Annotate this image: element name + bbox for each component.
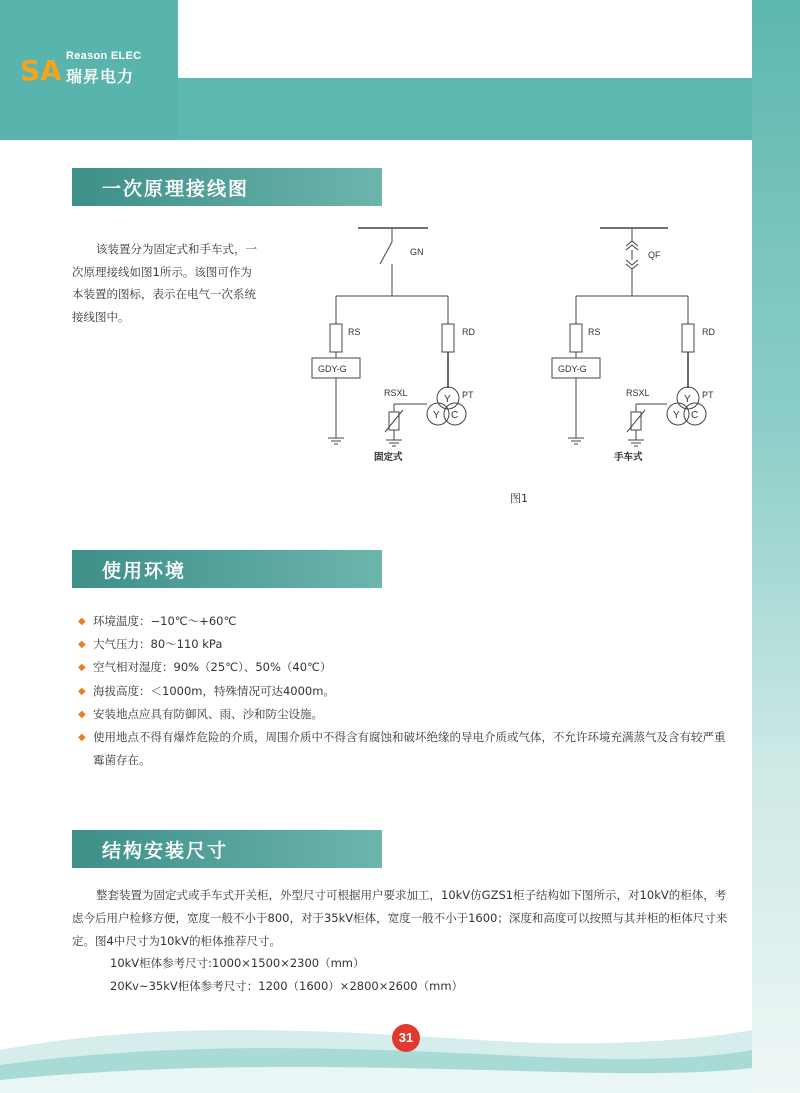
svg-text:C: C (451, 410, 459, 421)
page-number-badge: 31 (392, 1024, 420, 1052)
environment-list (78, 610, 728, 772)
right-decor-strip (752, 0, 800, 1093)
svg-text:C: C (691, 410, 699, 421)
label-gdy: GDY-G (558, 364, 587, 374)
svg-text:Y: Y (433, 410, 440, 421)
diagram-withdrawable (552, 228, 715, 463)
intro-paragraph (72, 238, 282, 328)
svg-text:Y: Y (444, 394, 451, 405)
diamond-bullet-icon: ◆ (78, 708, 86, 720)
label-qf: QF (648, 250, 661, 260)
brand-logo (20, 50, 170, 86)
intro-line: 该装置分为固定式和手车式，一 (96, 242, 257, 256)
dimension-35kv: 20Kv~35kV柜体参考尺寸：1200（1600）×2800×2600（mm） (110, 979, 464, 993)
caption-withdrawable: 手车式 (614, 452, 643, 463)
brand-name-cn: 瑞昇电力 (66, 67, 135, 86)
wiring-diagram (300, 220, 720, 520)
list-item: ◆ 安装地点应具有防御风、雨、沙和防尘设施。 (78, 703, 728, 726)
section-header-structure (72, 830, 382, 868)
svg-text:Y: Y (684, 394, 691, 405)
logo-mark: SA (20, 54, 62, 87)
list-item: ◆ 使用地点不得有爆炸危险的介质，周围介质中不得含有腐蚀和破坏绝缘的导电介质或气体，不允许环境充满蒸气及含有较严重霉菌存在。 (78, 726, 728, 772)
figure-caption: 图1 (510, 492, 528, 505)
list-item: ◆ 环境温度：−10℃～+60℃ (78, 610, 728, 633)
dimension-10kv: 10kV柜体参考尺寸:1000×1500×2300（mm） (110, 956, 365, 970)
intro-line: 接线图中。 (72, 309, 130, 324)
diamond-bullet-icon: ◆ (78, 639, 86, 651)
footer-wave-decor (0, 1010, 752, 1093)
diamond-bullet-icon: ◆ (78, 685, 86, 697)
svg-text:Y: Y (673, 410, 680, 421)
label-rd: RD (702, 327, 715, 337)
intro-line: 本装置的图标，表示在电气一次系统 (72, 287, 256, 301)
label-pt: PT (462, 390, 474, 400)
label-rsxl: RSXL (384, 388, 408, 398)
list-item: ◆ 大气压力：80～110 kPa (78, 633, 728, 656)
list-item: ◆ 海拔高度：＜1000m，特殊情况可达4000m。 (78, 680, 728, 703)
section-title: 一次原理接线图 (102, 178, 250, 200)
diamond-bullet-icon: ◆ (78, 662, 86, 674)
diamond-bullet-icon: ◆ (78, 732, 86, 744)
intro-line: 次原理接线如图1所示。该图可作为 (72, 264, 252, 279)
diagram-fixed (312, 228, 475, 463)
label-rd: RD (462, 327, 475, 337)
diamond-bullet-icon: ◆ (78, 616, 86, 627)
list-item: ◆ 空气相对湿度：90%（25℃）、50%（40℃） (78, 656, 728, 679)
header-white-panel (178, 0, 752, 78)
label-pt: PT (702, 390, 714, 400)
label-rs: RS (588, 327, 601, 337)
section-title: 使用环境 (102, 560, 187, 582)
label-gdy: GDY-G (318, 364, 347, 374)
caption-fixed: 固定式 (374, 452, 403, 463)
label-rsxl: RSXL (626, 388, 650, 398)
structure-paragraph: 整套装置为固定式或手车式开关柜，外型尺寸可根据用户要求加工，10kV仿GZS1柜子结构如下图所示，对10kV的柜体，考虑今后用户检修方便，宽度一般不小于800，对于35kV柜体，宽度一般不小于1600；深度和高度可以按照与其并柜的柜体尺寸来定。图4中尺寸为10kV的柜体推荐尺寸。 (72, 888, 728, 948)
label-rs: RS (348, 327, 361, 337)
section-header-wiring (72, 168, 382, 206)
brand-name-en: Reason ELEC (66, 50, 142, 62)
section-header-environment (72, 550, 382, 588)
section-title: 结构安装尺寸 (102, 840, 229, 862)
label-gn: GN (410, 247, 424, 257)
